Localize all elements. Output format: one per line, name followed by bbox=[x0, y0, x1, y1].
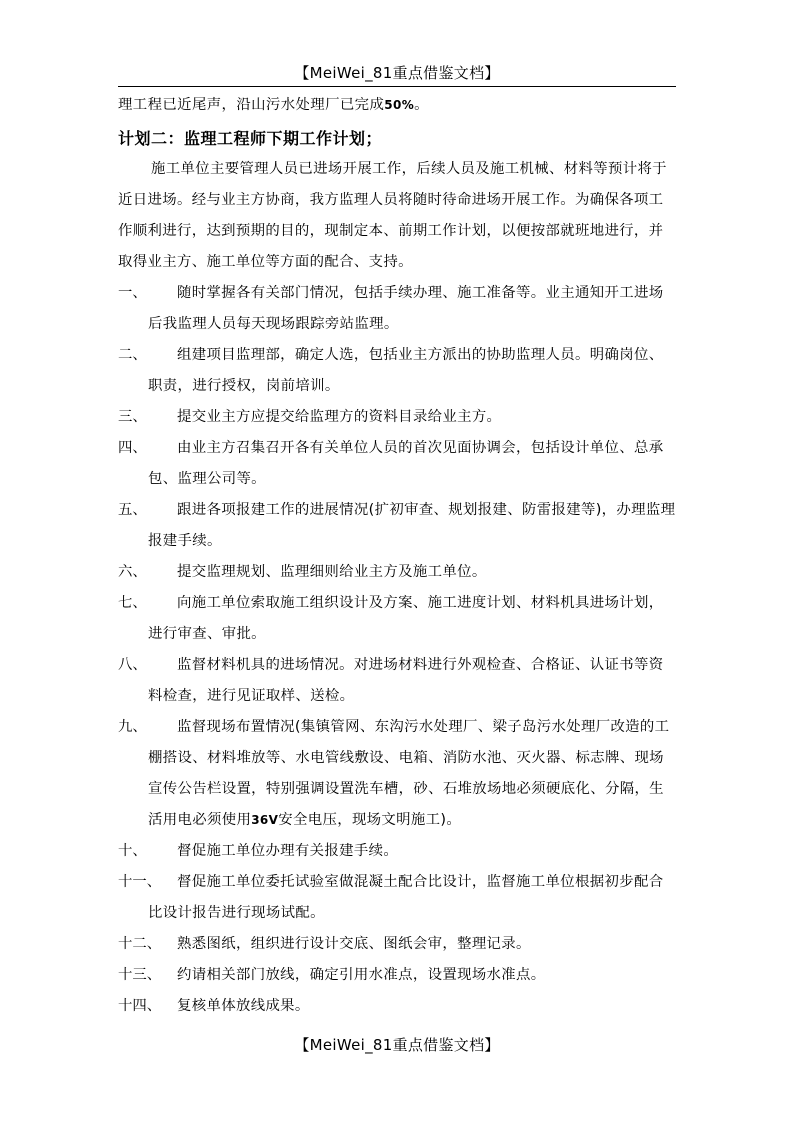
list-item-number: 五、 bbox=[118, 502, 147, 518]
list-item-number: 十、 bbox=[118, 843, 147, 859]
list-item-text: 提交业主方应提交给监理方的资料目录给业主方。 bbox=[177, 409, 502, 425]
list-item bbox=[118, 991, 678, 1022]
list-item-text: 复核单体放线成果。 bbox=[177, 998, 310, 1014]
list-item-number: 一、 bbox=[118, 285, 147, 301]
list-item bbox=[118, 340, 678, 402]
list-item-number: 十一、 bbox=[118, 874, 162, 890]
list-item-text: 向施工单位索取施工组织设计及方案、施工进度计划、材料机具进场计划，进行审查、审批。 bbox=[148, 595, 664, 642]
list-item bbox=[118, 402, 678, 433]
continuation-text: 理工程已近尾声，沿山污水处理厂已完成 bbox=[118, 97, 385, 113]
list-item bbox=[118, 650, 678, 712]
document-body bbox=[118, 90, 678, 1022]
list-item-text: 监督材料机具的进场情况。对进场材料进行外观检查、合格证、认证书等资料检查，进行见证取样、送检。 bbox=[148, 657, 664, 704]
continuation-paragraph bbox=[118, 90, 678, 121]
list-item-number: 十四、 bbox=[118, 998, 162, 1014]
completion-percent: 50% bbox=[384, 98, 415, 112]
list-item-number: 十二、 bbox=[118, 936, 162, 952]
list-item-text: 督促施工单位委托试验室做混凝土配合比设计，监督施工单位根据初步配合比设计报告进行现场试配。 bbox=[148, 874, 664, 921]
voltage-value: 36V bbox=[251, 813, 279, 827]
list-item-number: 十三、 bbox=[118, 967, 162, 983]
page-header: 【MeiWei_81重点借鉴文档】 bbox=[294, 64, 500, 82]
list-item bbox=[118, 495, 678, 557]
list-item bbox=[118, 712, 678, 836]
site-layout-text: 监督现场布置情况(集镇管网、东沟污水处理厂、梁子岛污水处理厂改造的工棚搭设、材料堆放等、水电管线敷设、电箱、消防水池、灭火器、标志牌、现场宣传公告栏设置，特别强调设置洗车槽，砂、石堆放场地必须硬底化、分隔，生活用电必须使用 bbox=[148, 719, 670, 828]
list-item-number: 二、 bbox=[118, 347, 147, 363]
intro-paragraph: 施工单位主要管理人员已进场开展工作，后续人员及施工机械、材料等预计将于近日进场。经与业主方协商，我方监理人员将随时待命进场开展工作。为确保各项工作顺利进行，达到预期的目的，现制定本、前期工作计划，以便按部就班地进行，并取得业主方、施工单位等方面的配合、支持。 bbox=[118, 161, 667, 270]
list-item-number: 八、 bbox=[118, 657, 147, 673]
list-item-text: 督促施工单位办理有关报建手续。 bbox=[177, 843, 399, 859]
list-item bbox=[118, 433, 678, 495]
list-item-number: 四、 bbox=[118, 440, 147, 456]
list-item-text: 约请相关部门放线，确定引用水准点，设置现场水准点。 bbox=[177, 967, 546, 983]
list-item bbox=[118, 588, 678, 650]
section-heading: 计划二：监理工程师下期工作计划； bbox=[118, 129, 383, 148]
list-item-number: 九、 bbox=[118, 719, 147, 735]
site-layout-text-end: 安全电压，现场文明施工)。 bbox=[278, 812, 462, 828]
list-item-number: 三、 bbox=[118, 409, 147, 425]
list-item-text: 熟悉图纸，组织进行设计交底、图纸会审，整理记录。 bbox=[177, 936, 531, 952]
list-item-text: 提交监理规划、监理细则给业主方及施工单位。 bbox=[177, 564, 487, 580]
continuation-end: 。 bbox=[414, 97, 429, 113]
list-item bbox=[118, 278, 678, 340]
list-item-text: 由业主方召集召开各有关单位人员的首次见面协调会，包括设计单位、总承包、监理公司等。 bbox=[148, 440, 664, 487]
list-item-text: 组建项目监理部，确定人选，包括业主方派出的协助监理人员。明确岗位、职责，进行授权，岗前培训。 bbox=[148, 347, 664, 394]
list-item-number: 七、 bbox=[118, 595, 147, 611]
list-item-number: 六、 bbox=[118, 564, 147, 580]
list-item-text bbox=[148, 712, 678, 836]
list-item bbox=[118, 867, 678, 929]
page-footer: 【MeiWei_81重点借鉴文档】 bbox=[294, 1036, 500, 1054]
list-item-text: 跟进各项报建工作的进展情况(扩初审查、规划报建、防雷报建等)，办理监理报建手续。 bbox=[148, 502, 676, 549]
header-divider bbox=[118, 86, 676, 87]
list-item bbox=[118, 929, 678, 960]
list-item bbox=[118, 960, 678, 991]
list-item-text: 随时掌握各有关部门情况，包括手续办理、施工准备等。业主通知开工进场后我监理人员每天现场跟踪旁站监理。 bbox=[148, 285, 664, 332]
list-item bbox=[118, 557, 678, 588]
list-item bbox=[118, 836, 678, 867]
